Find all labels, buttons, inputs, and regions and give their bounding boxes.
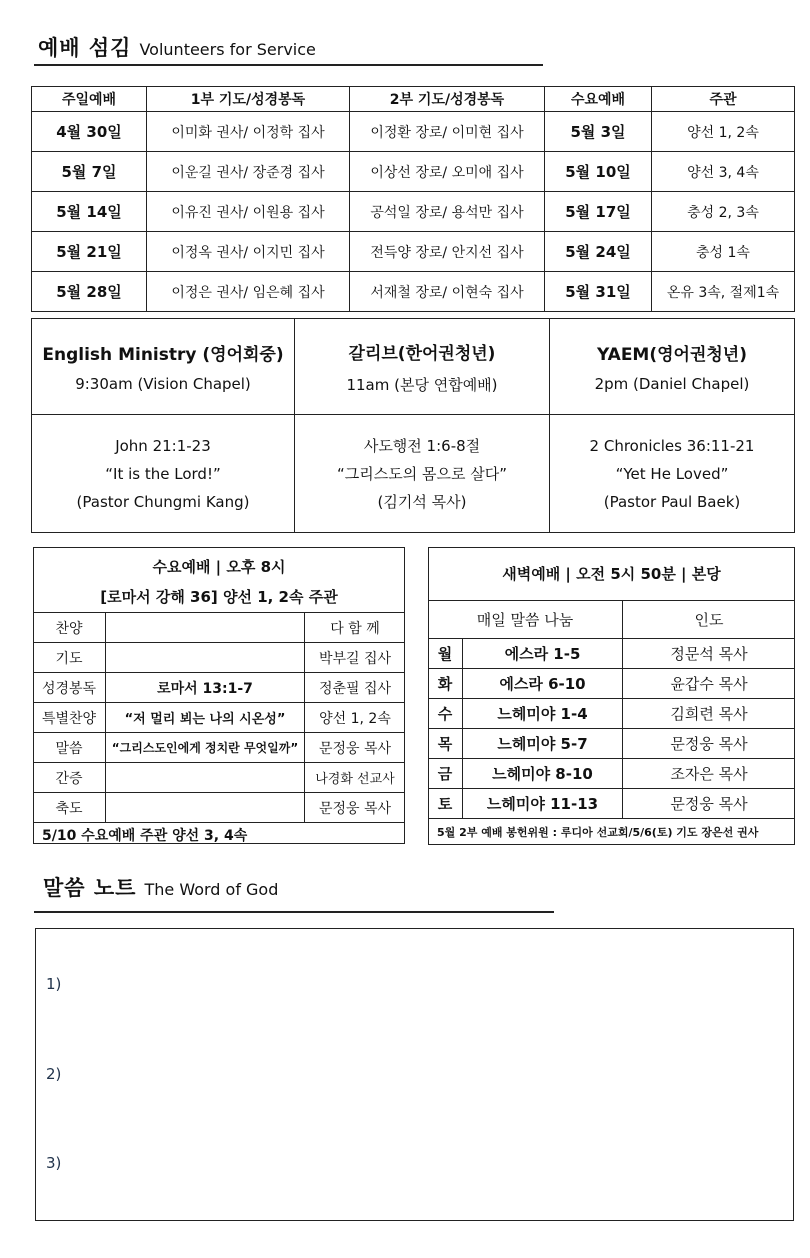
table-row [32,192,795,232]
sunday-date: 5월 7일 [32,152,147,192]
wednesday-date: 5월 10일 [545,152,652,192]
wednesday-service-box [33,547,405,844]
wednesday-order-table [33,612,405,823]
order-content [106,613,305,643]
notes-box [35,928,794,1221]
sunday-date: 5월 28일 [32,272,147,312]
sermon-title: “It is the Lord!” [105,464,221,483]
ministry-english [32,319,295,415]
ministry-galilee [295,319,550,415]
col-header: 주일예배 [32,87,147,112]
order-content [106,643,305,673]
wednesday-footer: 5/10 수요예배 주관 양선 3, 4속 [42,828,248,844]
ministry-time: 2pm (Daniel Chapel) [594,375,750,393]
order-item: 축도 [33,793,106,823]
order-leader: 다 함 께 [305,613,406,643]
sermon-yaem [550,415,795,533]
volunteers-table [31,86,795,312]
table-row [32,112,795,152]
sermon-preacher: (Pastor Chungmi Kang) [76,492,250,511]
table-row [33,703,405,733]
leader: 윤갑수 목사 [623,669,796,699]
order-leader: 나경화 선교사 [305,763,406,793]
volunteers-heading [38,32,316,62]
order-leader: 정춘필 집사 [305,673,406,703]
wednesday-header [34,548,404,612]
host-group: 충성 1속 [652,232,795,272]
first-service-volunteers: 이정옥 권사/ 이지민 집사 [147,232,350,272]
sermon-scripture: John 21:1-23 [115,436,211,455]
note-item-1: 1) [46,975,62,993]
order-item: 기도 [33,643,106,673]
wednesday-date: 5월 31일 [545,272,652,312]
ministry-name: YAEM(영어권청년) [596,345,748,365]
ministry-header-row [32,319,795,415]
day-label: 목 [428,729,463,759]
ministry-name: English Ministry (영어회중) [42,345,284,365]
wednesday-subtitle: [로마서 강해 36] 양선 1, 2속 주관 [100,588,338,606]
col-header: 2부 기도/성경봉독 [350,87,545,112]
ministry-sermon-row [32,415,795,533]
sermon-preacher: (김기석 목사) [377,492,467,511]
table-row [428,759,795,789]
dawn-schedule-table [428,601,795,819]
notes-title-en: The Word of God [144,880,279,899]
reading: 에스라 6-10 [463,669,623,699]
order-item: 말씀 [33,733,106,763]
table-header-row [32,87,795,112]
order-content: “저 멀리 뵈는 나의 시온성” [106,703,305,733]
second-service-volunteers: 서재철 장로/ 이현숙 집사 [350,272,545,312]
wednesday-date: 5월 24일 [545,232,652,272]
dawn-service-box [428,547,795,845]
ministry-time: 11am (본당 연합예배) [346,375,498,394]
table-row [428,729,795,759]
reading: 느헤미야 5-7 [463,729,623,759]
col-header-reading: 매일 말씀 나눔 [428,601,623,639]
order-leader: 문정웅 목사 [305,793,406,823]
order-leader: 박부길 집사 [305,643,406,673]
note-item-3: 3) [46,1154,62,1172]
volunteers-title-en: Volunteers for Service [139,40,316,59]
day-label: 수 [428,699,463,729]
second-service-volunteers: 공석일 장로/ 용석만 집사 [350,192,545,232]
table-row [32,232,795,272]
sermon-scripture: 사도행전 1:6-8절 [363,436,481,455]
table-header-row [428,601,795,639]
order-item: 간증 [33,763,106,793]
host-group: 양선 1, 2속 [652,112,795,152]
leader: 문정웅 목사 [623,729,796,759]
col-header: 수요예배 [545,87,652,112]
sermon-title: “Yet He Loved” [615,464,729,483]
table-row [428,669,795,699]
heading-rule [34,64,543,66]
leader: 김희련 목사 [623,699,796,729]
day-label: 화 [428,669,463,699]
order-content: 로마서 13:1-7 [106,673,305,703]
table-row [32,272,795,312]
first-service-volunteers: 이정은 권사/ 임은혜 집사 [147,272,350,312]
dawn-title: 새벽예배 | 오전 5시 50분 | 본당 [429,548,794,601]
table-row [33,643,405,673]
reading: 느헤미야 1-4 [463,699,623,729]
reading: 에스라 1-5 [463,639,623,669]
order-leader: 양선 1, 2속 [305,703,406,733]
host-group: 양선 3, 4속 [652,152,795,192]
col-header: 주관 [652,87,795,112]
table-row [428,789,795,819]
heading-rule [34,911,554,913]
second-service-volunteers: 전득양 장로/ 안지선 집사 [350,232,545,272]
table-row [33,763,405,793]
sunday-date: 4월 30일 [32,112,147,152]
host-group: 온유 3속, 절제1속 [652,272,795,312]
table-row [428,639,795,669]
reading: 느헤미야 11-13 [463,789,623,819]
sunday-date: 5월 21일 [32,232,147,272]
table-row [33,613,405,643]
sermon-title: “그리스도의 몸으로 살다” [337,464,507,483]
table-row [33,673,405,703]
notes-title-ko: 말씀 노트 [43,876,137,900]
notes-heading [43,872,278,902]
ministry-yaem [550,319,795,415]
table-row [33,733,405,763]
ministry-time: 9:30am (Vision Chapel) [75,375,251,393]
table-row [428,699,795,729]
first-service-volunteers: 이운길 권사/ 장준경 집사 [147,152,350,192]
order-item: 특별찬양 [33,703,106,733]
order-item: 찬양 [33,613,106,643]
wednesday-date: 5월 3일 [545,112,652,152]
leader: 조자은 목사 [623,759,796,789]
col-header-leader: 인도 [623,601,796,639]
wednesday-date: 5월 17일 [545,192,652,232]
second-service-volunteers: 이상선 장로/ 오미애 집사 [350,152,545,192]
table-row [32,152,795,192]
first-service-volunteers: 이미화 권사/ 이정학 집사 [147,112,350,152]
order-item: 성경봉독 [33,673,106,703]
sermon-galilee [295,415,550,533]
sermon-preacher: (Pastor Paul Baek) [603,492,741,511]
dawn-footer: 5월 2부 예배 봉헌위원 : 루디아 선교회/5/6(토) 기도 장은선 권사 [437,826,759,839]
host-group: 충성 2, 3속 [652,192,795,232]
day-label: 금 [428,759,463,789]
wednesday-title: 수요예배 | 오후 8시 [152,558,286,576]
order-content [106,793,305,823]
reading: 느헤미야 8-10 [463,759,623,789]
leader: 정문석 목사 [623,639,796,669]
order-leader: 문정웅 목사 [305,733,406,763]
ministries-table [31,318,795,533]
order-content: “그리스도인에게 정치란 무엇일까” [106,733,305,763]
leader: 문정웅 목사 [623,789,796,819]
day-label: 월 [428,639,463,669]
table-row [33,793,405,823]
col-header: 1부 기도/성경봉독 [147,87,350,112]
second-service-volunteers: 이정환 장로/ 이미현 집사 [350,112,545,152]
first-service-volunteers: 이유진 권사/ 이원용 집사 [147,192,350,232]
sermon-scripture: 2 Chronicles 36:11-21 [589,436,755,455]
order-content [106,763,305,793]
day-label: 토 [428,789,463,819]
ministry-name: 갈리브(한어권청년) [348,343,496,364]
sunday-date: 5월 14일 [32,192,147,232]
sermon-english [32,415,295,533]
volunteers-title-ko: 예배 섬김 [38,36,132,60]
note-item-2: 2) [46,1065,62,1083]
